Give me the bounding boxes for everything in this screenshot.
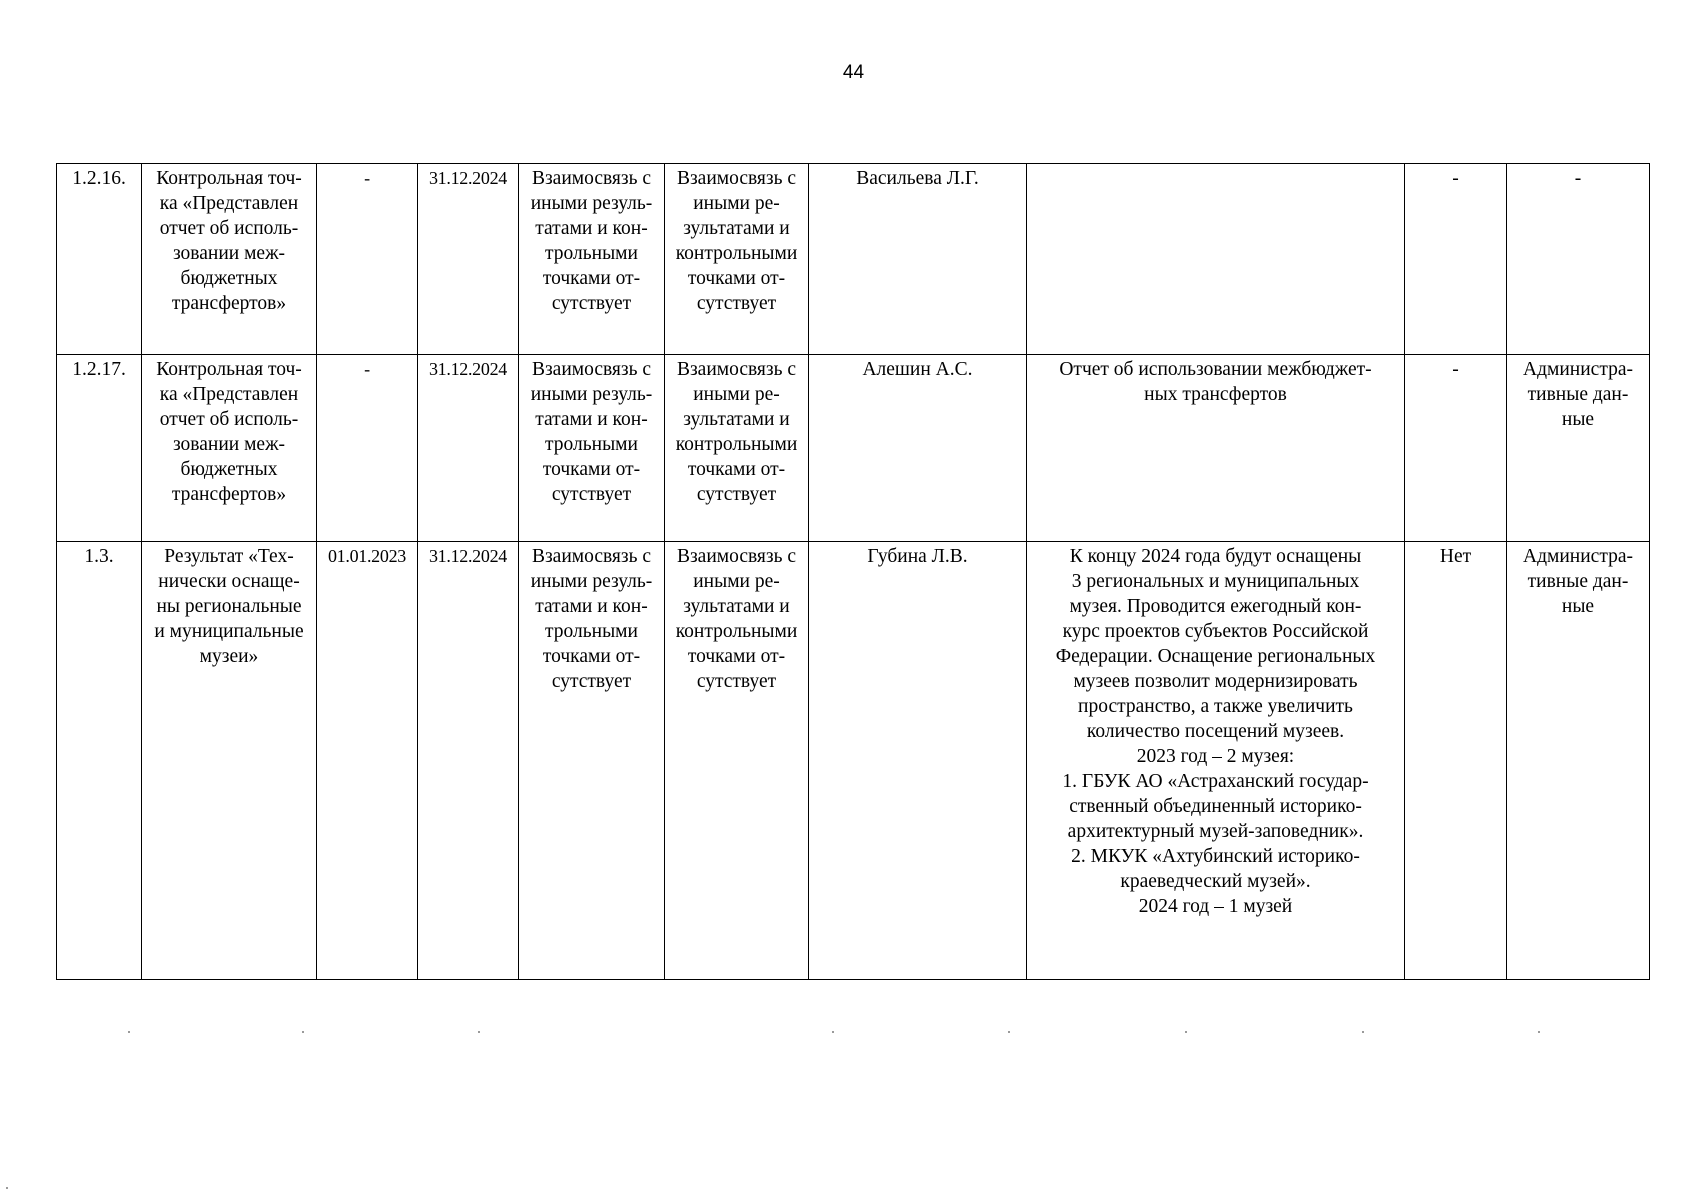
row-predecessors: Взаимосвязь с иными резуль- татами и кон- трольными точками от- сутствует (519, 542, 665, 980)
table-row (57, 355, 1650, 542)
row-description: Отчет об использовании межбюджет- ных трансфертов (1027, 355, 1405, 542)
row-start-date: 01.01.2023 (317, 542, 418, 980)
row-successors: Взаимосвязь с иными ре- зультатами и контрольными точками от- сутствует (665, 164, 809, 355)
row-name: Контрольная точ- ка «Представлен отчет об исполь- зовании меж- бюджетных трансфертов» (142, 164, 317, 355)
row-predecessors: Взаимосвязь с иными резуль- татами и кон- трольными точками от- сутствует (519, 164, 665, 355)
scan-artifact-dot (478, 1031, 480, 1033)
scan-artifact-dot (128, 1031, 130, 1033)
row-end-date: 31.12.2024 (418, 164, 519, 355)
row-start-date: - (317, 164, 418, 355)
page-number: 44 (842, 62, 865, 83)
row-number: 1.2.17. (57, 355, 142, 542)
row-predecessors: Взаимосвязь с иными резуль- татами и кон- трольными точками от- сутствует (519, 355, 665, 542)
scan-artifact-dot (832, 1031, 834, 1033)
control-points-table (56, 163, 1650, 980)
scan-artifact-dot (1185, 1031, 1187, 1033)
scan-artifact-dot (6, 1187, 8, 1189)
row-description: К концу 2024 года будут оснащены 3 региональных и муниципальных музея. Проводится ежегодный кон- курс проектов субъектов Российской Федерации. Оснащение региональных музеев позволит модернизировать пространство, а также увеличить количество посещений музеев. 2023 год – 2 музея: 1. ГБУК АО «Астраханский государ- ственный объединенный историко- архитектурный музей-заповедник». 2. МКУК «Ахтубинский историко- краеведческий музей». 2024 год – 1 музей (1027, 542, 1405, 980)
row-name: Контрольная точ- ка «Представлен отчет об исполь- зовании меж- бюджетных трансфертов» (142, 355, 317, 542)
scan-artifact-dot (1538, 1031, 1540, 1033)
row-successors: Взаимосвязь с иными ре- зультатами и контрольными точками от- сутствует (665, 542, 809, 980)
row-responsible: Васильева Л.Г. (809, 164, 1027, 355)
row-end-date: 31.12.2024 (418, 542, 519, 980)
row-source: Администра- тивные дан- ные (1507, 355, 1650, 542)
table-row (57, 542, 1650, 980)
row-number: 1.2.16. (57, 164, 142, 355)
row-flag: Нет (1405, 542, 1507, 980)
row-number: 1.3. (57, 542, 142, 980)
row-responsible: Губина Л.В. (809, 542, 1027, 980)
row-start-date: - (317, 355, 418, 542)
row-source: - (1507, 164, 1650, 355)
row-source: Администра- тивные дан- ные (1507, 542, 1650, 980)
row-successors: Взаимосвязь с иными ре- зультатами и контрольными точками от- сутствует (665, 355, 809, 542)
row-end-date: 31.12.2024 (418, 355, 519, 542)
row-description (1027, 164, 1405, 355)
scan-artifact-dot (1362, 1031, 1364, 1033)
row-responsible: Алешин А.С. (809, 355, 1027, 542)
table-row (57, 164, 1650, 355)
row-flag: - (1405, 355, 1507, 542)
row-flag: - (1405, 164, 1507, 355)
scan-artifact-dot (1008, 1031, 1010, 1033)
row-name: Результат «Тех- нически оснаще- ны региональные и муниципальные музеи» (142, 542, 317, 980)
scan-artifact-dot (302, 1031, 304, 1033)
